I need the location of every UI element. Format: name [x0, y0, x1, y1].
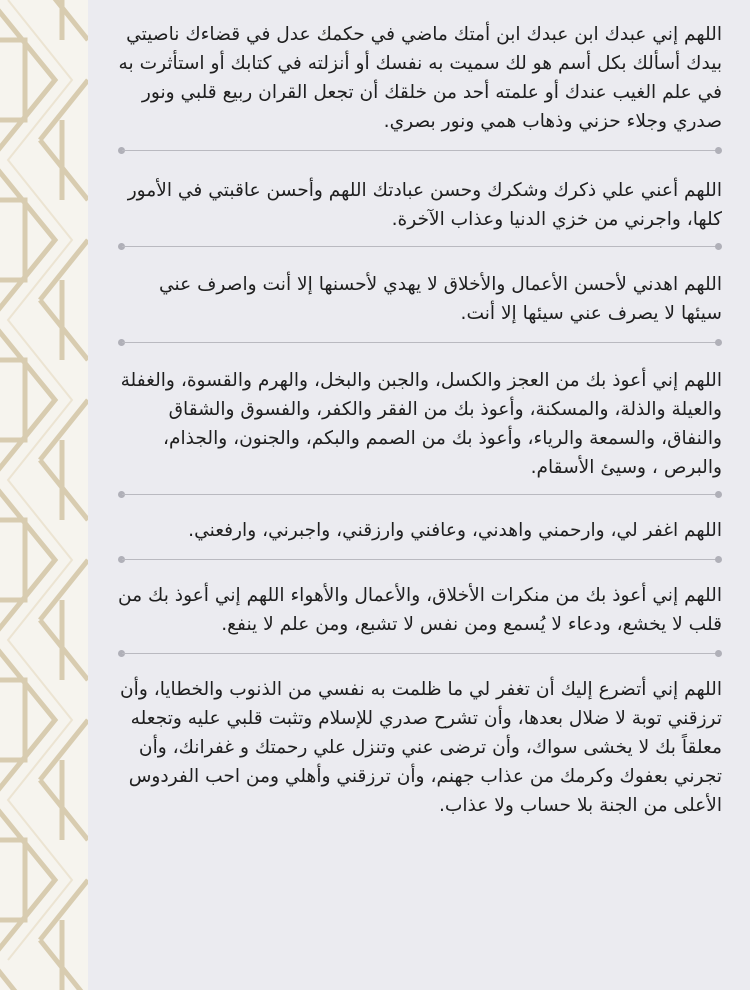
section-divider: [118, 549, 722, 571]
dua-paragraph-4: اللهم إني أعوذ بك من العجز والكسل، والجبن والبخل، والهرم والقسوة، والغفلة والعيلة والذلة، والمسكنة، وأعوذ بك من الفقر والكفر، والفسوق والشقاق والنفاق، والسمعة والرياء، وأعوذ بك من الصمم والبكم، والجنون، والجذام، والبرص ، وسيئ الأسقام.: [120, 370, 722, 478]
dua-paragraph-5: اللهم اغفر لي، وارحمني واهدني، وعافني وارزقني، واجبرني، وارفعني.: [188, 520, 722, 541]
dua-paragraph-6: اللهم إني أعوذ بك من منكرات الأخلاق، والأعمال والأهواء اللهم إني أعوذ بك من قلب لا يخشع، ودعاء لا يُسمع ومن نفس لا تشبع، ومن علم لا ينفع.: [118, 585, 722, 635]
section-divider: [118, 484, 722, 506]
dua-paragraph-7: اللهم إني أتضرع إليك أن تغفر لي ما ظلمت به نفسي من الذنوب والخطايا، وأن ترزقني توبة لا ضلال بعدها، وأن تشرح صدري للإسلام وتثبت قلبي عليه وتجعله معلقاً بك لا يخشى سواك، وأن ترضى عني وتنزل علي رحمتك و غفرانك، وأن تجرني بعفوك وكرمك من عذاب جهنم، وأن ترزقني وأهلي ومن احب الفردوس الأعلى من الجنة بلا حساب ولا عذاب.: [120, 679, 722, 816]
section-divider: [118, 236, 722, 258]
section-divider: [118, 332, 722, 354]
dua-list: [118, 10, 722, 820]
section-divider: [118, 643, 722, 665]
dua-paragraph-1: اللهم إني عبدك ابن عبدك ابن أمتك ماضي في حكمك عدل في قضاءك ناصيتي بيدك أسألك بكل أسم هو لك سميت به نفسك أو أنزلته في كتابك أو استأثرت به في علم الغيب عندك أو علمته أحد من خلقك أن تجعل القران ربيع قلبي ونور صدري وجلاء حزني وذهاب همي ونور بصري.: [118, 24, 722, 132]
lattice-pattern-icon: [0, 0, 88, 990]
section-divider: [118, 140, 722, 162]
dua-paragraph-3: اللهم اهدني لأحسن الأعمال والأخلاق لا يهدي لأحسنها إلا أنت واصرف عني سيئها لا يصرف عني سيئها إلا أنت.: [159, 274, 722, 324]
dua-paragraph-2: اللهم أعني علي ذكرك وشكرك وحسن عبادتك اللهم وأحسن عاقبتي في الأمور كلها، واجرني من خزي الدنيا وعذاب الآخرة.: [127, 180, 722, 230]
decorative-lattice-border: [0, 0, 88, 990]
